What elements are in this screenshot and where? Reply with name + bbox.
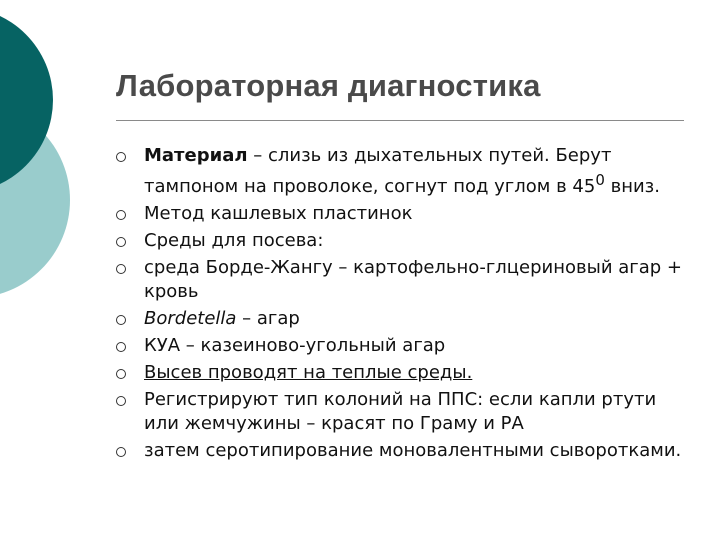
bullet-circle-icon [116,342,126,352]
bullet-circle-icon [116,315,126,325]
bullet-text: Среды для посева: [144,230,324,251]
bullet-text: Высев проводят на теплые среды. [144,362,473,383]
bullet-item [116,334,696,358]
bullet-circle-icon [116,210,126,220]
bullet-item [116,388,696,436]
slide-title: Лабораторная диагностика [116,68,541,103]
degree-superscript: 0 [595,171,605,189]
bullet-text: затем серотипирование моновалентными сыворотками. [144,440,682,461]
bullet-item [116,256,696,304]
bullet-item-material [116,144,696,199]
bullet-item [116,307,696,331]
bullet-item [116,229,696,253]
bullet-text: – слизь из дыхательных путей. Берут тампоном на проволоке, согнут под углом в 45 [144,145,612,197]
title-divider [116,120,684,121]
bullet-circle-icon [116,396,126,406]
bullet-text: – агар [236,308,300,329]
bullet-circle-icon [116,447,126,457]
bullet-text: Регистрируют тип колоний на ППС: если капли ртути или жемчужины – красят по Граму и РА [144,389,657,434]
bullet-circle-icon [116,369,126,379]
bullet-tail: вниз. [604,176,660,197]
bullet-lead: Материал [144,145,248,166]
bullet-text: Метод кашлевых пластинок [144,203,413,224]
bullet-item [116,439,696,463]
bullet-circle-icon [116,237,126,247]
bullet-text: среда Борде-Жангу – картофельно-глцериновый агар + кровь [144,257,682,302]
bullet-item [116,202,696,226]
bullet-item [116,361,696,385]
bullet-circle-icon [116,264,126,274]
bullet-circle-icon [116,152,126,162]
bullet-text: КУА – казеиново-угольный агар [144,335,446,356]
bullet-italic: Bordetella [144,308,237,329]
bullet-list [116,144,696,466]
decorative-circles [0,0,120,300]
